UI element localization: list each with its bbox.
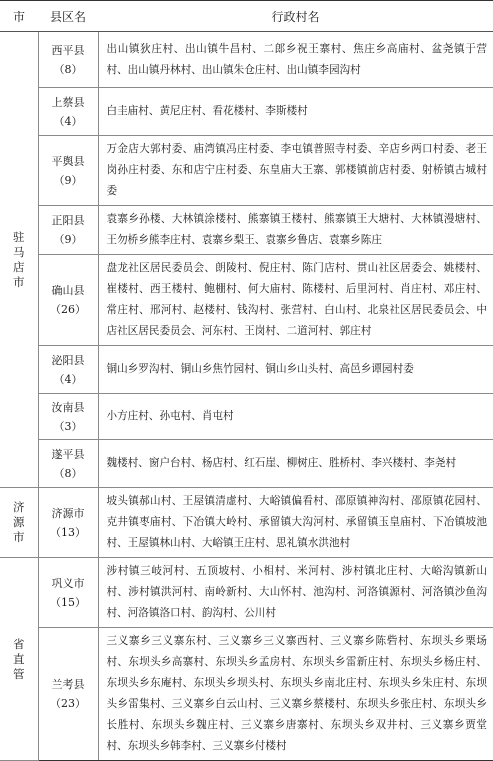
villages-cell: 袁寨乡孙楼、大林镇涂楼村、熊寨镇王楼村、熊寨镇王大塘村、大林镇漫塘村、王勿桥乡熊李庄村、袁寨乡梨王、袁寨乡鲁店、袁寨乡陈庄 bbox=[98, 206, 493, 255]
villages-cell: 魏楼村、窗户台村、杨店村、红石崖、柳树庄、胜桥村、李兴楼村、李尧村 bbox=[98, 440, 493, 488]
county-cell bbox=[38, 558, 98, 628]
villages-cell: 涉村镇三岐河村、五顶坡村、小相村、米河村、涉村镇北庄村、大峪沟镇新山村、涉村镇洪河村、南岭新村、大山怀村、池沟村、河洛镇源村、河洛镇沙鱼沟村、河洛镇洛口村、韵沟村、公川村 bbox=[98, 558, 493, 628]
county-cell bbox=[38, 136, 98, 206]
city-name: 驻马店市 bbox=[13, 229, 25, 289]
city-cell bbox=[0, 488, 38, 558]
table-row bbox=[0, 488, 493, 558]
villages-cell: 白圭庙村、黄尼庄村、看花楼村、李斯楼村 bbox=[98, 88, 493, 136]
county-name: 汝南县 bbox=[51, 400, 85, 414]
villages-cell: 盘龙社区居民委员会、朗陵村、倪庄村、陈门店村、贯山社区居委会、姚楼村、崔楼村、西王楼村、鲍棚村、何大庙村、陈楼村、后里河村、肖庄村、邓庄村、常庄村、邢河村、赵楼村、钱沟村、张营村、白山村、北泉社区居民委员会、中店社区居民委员会、河东村、王岗村、二道河村、郭庄村 bbox=[98, 255, 493, 346]
county-count: （26） bbox=[50, 303, 86, 316]
county-count: （23） bbox=[50, 697, 86, 710]
county-count: （9） bbox=[53, 233, 83, 246]
header-city: 市 bbox=[0, 1, 38, 32]
county-count: （4） bbox=[53, 372, 83, 386]
county-count: （3） bbox=[53, 419, 83, 433]
villages-cell: 小方庄村、孙屯村、肖屯村 bbox=[98, 394, 493, 440]
villages-cell: 出山镇狄庄村、出山镇牛昌村、二郎乡祝王寨村、焦庄乡高庙村、盆尧镇于营村、出山镇丹林村、出山镇朱仓庄村、出山镇李园沟村 bbox=[98, 32, 493, 88]
county-cell bbox=[38, 32, 98, 88]
table-row bbox=[0, 558, 493, 628]
county-name: 平舆县 bbox=[51, 154, 85, 168]
county-name: 遂平县 bbox=[51, 447, 85, 461]
table-row bbox=[0, 628, 493, 761]
table-row bbox=[0, 440, 493, 488]
county-cell bbox=[38, 440, 98, 488]
county-count: （15） bbox=[50, 595, 86, 609]
county-name: 确山县 bbox=[51, 284, 85, 297]
city-name: 省直管 bbox=[13, 636, 25, 681]
villages-cell: 万金店大郭村委、庙湾镇冯庄村委、李屯镇普照寺村委、辛店乡两口村委、老王岗孙庄村委、东和店宁庄村委、东皇庙大王寨、郭楼镇前店村委、射桥镇古城村委 bbox=[98, 136, 493, 206]
city-name: 济源市 bbox=[13, 500, 25, 544]
county-cell bbox=[38, 206, 98, 255]
county-cell bbox=[38, 394, 98, 440]
county-count: （13） bbox=[50, 525, 86, 539]
header-county: 县区名 bbox=[38, 1, 98, 32]
county-name: 泌阳县 bbox=[51, 353, 85, 367]
county-count: （9） bbox=[53, 173, 83, 187]
county-name: 兰考县 bbox=[51, 678, 85, 691]
county-name: 巩义市 bbox=[51, 576, 85, 590]
county-cell bbox=[38, 346, 98, 394]
county-count: （8） bbox=[53, 466, 83, 480]
county-name: 正阳县 bbox=[51, 214, 85, 227]
villages-cell: 三义寨乡三义寨东村、三义寨乡三义寨西村、三义寨乡陈砦村、东坝头乡栗场村、东坝头乡高寨村、东坝头乡孟房村、东坝头乡雷新庄村、东坝头乡杨庄村、东坝头乡东庵村、东坝头乡坝头村、东坝头乡南北庄村、东坝头乡朱庄村、东坝头乡雷集村、三义寨乡白云山村、三义寨乡蔡楼村、东坝头乡张庄村、东坝头乡长胜村、东坝头乡魏庄村、三义寨乡唐寨村、东坝头乡双井村、三义寨乡贾堂村、东坝头乡韩李村、三义寨乡付楼村 bbox=[98, 628, 493, 761]
table-row bbox=[0, 136, 493, 206]
county-count: （4） bbox=[53, 114, 83, 128]
county-name: 济源市 bbox=[51, 506, 85, 520]
county-cell bbox=[38, 628, 98, 761]
villages-cell: 铜山乡罗沟村、铜山乡焦竹园村、铜山乡山头村、高邑乡谭园村委 bbox=[98, 346, 493, 394]
city-cell bbox=[0, 558, 38, 761]
table-row bbox=[0, 394, 493, 440]
villages-cell: 坡头镇郝山村、王屋镇清虚村、大峪镇偏看村、邵原镇神沟村、邵原镇花园村、克井镇枣庙村、下冶镇大岭村、承留镇大沟河村、承留镇玉皇庙村、下冶镇坡池村、王屋镇林山村、大峪镇王庄村、思礼镇水洪池村 bbox=[98, 488, 493, 558]
table-row bbox=[0, 88, 493, 136]
header-row bbox=[0, 1, 493, 32]
county-name: 上蔡县 bbox=[51, 95, 85, 109]
header-villages: 行政村名 bbox=[98, 1, 493, 32]
table-row bbox=[0, 255, 493, 346]
county-cell bbox=[38, 88, 98, 136]
table-row bbox=[0, 32, 493, 88]
county-cell bbox=[38, 255, 98, 346]
table-row bbox=[0, 206, 493, 255]
county-count: （8） bbox=[53, 62, 83, 76]
city-cell bbox=[0, 32, 38, 488]
table-row bbox=[0, 346, 493, 394]
county-name: 西平县 bbox=[51, 43, 85, 57]
county-cell bbox=[38, 488, 98, 558]
